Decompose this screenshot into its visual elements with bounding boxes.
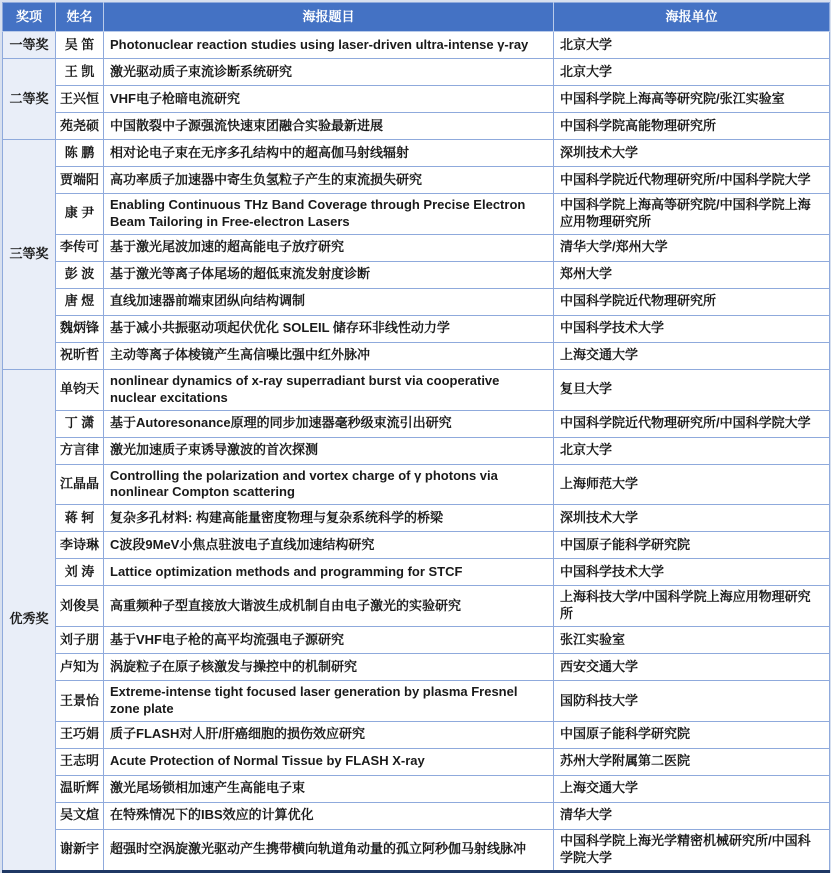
- org-cell: 张江实验室: [554, 627, 830, 654]
- column-header-name: 姓名: [56, 3, 104, 32]
- column-header-org: 海报单位: [554, 3, 830, 32]
- name-cell: 卢知为: [56, 654, 104, 681]
- table-row: [3, 627, 830, 654]
- org-cell: 上海交通大学: [554, 775, 830, 802]
- table-row: [3, 315, 830, 342]
- org-cell: 中国科学院上海光学精密机械研究所/中国科学院大学: [554, 829, 830, 871]
- name-cell: 吴文煊: [56, 802, 104, 829]
- org-cell: 国防科技大学: [554, 681, 830, 722]
- table-row: [3, 234, 830, 261]
- name-cell: 彭 波: [56, 261, 104, 288]
- title-cell: Lattice optimization methods and programming for STCF: [104, 559, 554, 586]
- table-row: [3, 410, 830, 437]
- org-cell: 中国科学院近代物理研究所: [554, 288, 830, 315]
- name-cell: 刘子朋: [56, 627, 104, 654]
- name-cell: 刘 涛: [56, 559, 104, 586]
- org-cell: 中国科学院上海高等研究院/中国科学院上海应用物理研究所: [554, 194, 830, 235]
- name-cell: 李传可: [56, 234, 104, 261]
- title-cell: 激光尾场锁相加速产生高能电子束: [104, 775, 554, 802]
- table-row: [3, 261, 830, 288]
- name-cell: 魏炳锋: [56, 315, 104, 342]
- award-group-cell: 三等奖: [3, 140, 56, 370]
- org-cell: 复旦大学: [554, 369, 830, 410]
- org-cell: 北京大学: [554, 59, 830, 86]
- title-cell: 高功率质子加速器中寄生负氢粒子产生的束流损失研究: [104, 167, 554, 194]
- table-row: [3, 748, 830, 775]
- table-row: [3, 59, 830, 86]
- table-row: [3, 505, 830, 532]
- column-header-title: 海报题目: [104, 3, 554, 32]
- title-cell: 在特殊情况下的IBS效应的计算优化: [104, 802, 554, 829]
- title-cell: 激光驱动质子束流诊断系统研究: [104, 59, 554, 86]
- name-cell: 江晶晶: [56, 464, 104, 505]
- name-cell: 蒋 轲: [56, 505, 104, 532]
- org-cell: 北京大学: [554, 437, 830, 464]
- title-cell: Controlling the polarization and vortex charge of γ photons via nonlinear Compton scattering: [104, 464, 554, 505]
- title-cell: 中国散裂中子源强流快速束团融合实验最新进展: [104, 113, 554, 140]
- org-cell: 上海师范大学: [554, 464, 830, 505]
- title-cell: 主动等离子体棱镜产生高信噪比强中红外脉冲: [104, 342, 554, 369]
- table-row: [3, 829, 830, 871]
- table-row: [3, 288, 830, 315]
- name-cell: 王志明: [56, 748, 104, 775]
- name-cell: 温昕辉: [56, 775, 104, 802]
- name-cell: 苑尧硕: [56, 113, 104, 140]
- org-cell: 郑州大学: [554, 261, 830, 288]
- org-cell: 中国科学院高能物理研究所: [554, 113, 830, 140]
- org-cell: 中国原子能科学研究院: [554, 532, 830, 559]
- awards-table-header: [3, 3, 830, 32]
- name-cell: 单钧天: [56, 369, 104, 410]
- table-row: [3, 802, 830, 829]
- table-row: [3, 586, 830, 627]
- org-cell: 中国科学院近代物理研究所/中国科学院大学: [554, 410, 830, 437]
- table-row: [3, 532, 830, 559]
- name-cell: 王巧娟: [56, 721, 104, 748]
- table-row: [3, 194, 830, 235]
- award-group-cell: 优秀奖: [3, 369, 56, 871]
- table-row: [3, 167, 830, 194]
- name-cell: 王景怡: [56, 681, 104, 722]
- award-group-cell: 二等奖: [3, 59, 56, 140]
- name-cell: 刘俊昊: [56, 586, 104, 627]
- title-cell: 基于减小共振驱动项起伏优化 SOLEIL 储存环非线性动力学: [104, 315, 554, 342]
- award-group-cell: 一等奖: [3, 32, 56, 59]
- org-cell: 中国原子能科学研究院: [554, 721, 830, 748]
- name-cell: 方言律: [56, 437, 104, 464]
- table-row: [3, 654, 830, 681]
- name-cell: 康 尹: [56, 194, 104, 235]
- title-cell: 涡旋粒子在原子核激发与操控中的机制研究: [104, 654, 554, 681]
- table-row: [3, 559, 830, 586]
- title-cell: Photonuclear reaction studies using laser-driven ultra-intense γ-ray: [104, 32, 554, 59]
- name-cell: 丁 潇: [56, 410, 104, 437]
- org-cell: 深圳技术大学: [554, 505, 830, 532]
- org-cell: 北京大学: [554, 32, 830, 59]
- org-cell: 中国科学技术大学: [554, 315, 830, 342]
- table-row: [3, 140, 830, 167]
- org-cell: 上海科技大学/中国科学院上海应用物理研究所: [554, 586, 830, 627]
- name-cell: 谢新宇: [56, 829, 104, 871]
- header-row: [3, 3, 830, 32]
- name-cell: 李诗琳: [56, 532, 104, 559]
- name-cell: 王兴恒: [56, 86, 104, 113]
- awards-table: [2, 2, 830, 873]
- title-cell: nonlinear dynamics of x-ray superradiant burst via cooperative nuclear excitations: [104, 369, 554, 410]
- table-row: [3, 775, 830, 802]
- title-cell: VHF电子枪暗电流研究: [104, 86, 554, 113]
- title-cell: 相对论电子束在无序多孔结构中的超高伽马射线辐射: [104, 140, 554, 167]
- table-row: [3, 437, 830, 464]
- title-cell: 基于VHF电子枪的高平均流强电子源研究: [104, 627, 554, 654]
- table-row: [3, 342, 830, 369]
- table-row: [3, 86, 830, 113]
- org-cell: 上海交通大学: [554, 342, 830, 369]
- title-cell: Acute Protection of Normal Tissue by FLASH X-ray: [104, 748, 554, 775]
- table-row: [3, 721, 830, 748]
- table-row: [3, 32, 830, 59]
- title-cell: 质子FLASH对人肝/肝癌细胞的损伤效应研究: [104, 721, 554, 748]
- title-cell: 基于激光等离子体尾场的超低束流发射度诊断: [104, 261, 554, 288]
- org-cell: 深圳技术大学: [554, 140, 830, 167]
- org-cell: 清华大学: [554, 802, 830, 829]
- org-cell: 中国科学院上海高等研究院/张江实验室: [554, 86, 830, 113]
- table-row: [3, 464, 830, 505]
- title-cell: 直线加速器前端束团纵向结构调制: [104, 288, 554, 315]
- name-cell: 贾端阳: [56, 167, 104, 194]
- name-cell: 吴 笛: [56, 32, 104, 59]
- title-cell: 基于激光尾波加速的超高能电子放疗研究: [104, 234, 554, 261]
- org-cell: 清华大学/郑州大学: [554, 234, 830, 261]
- org-cell: 西安交通大学: [554, 654, 830, 681]
- column-header-award: 奖项: [3, 3, 56, 32]
- title-cell: 高重频种子型直接放大谐波生成机制自由电子激光的实验研究: [104, 586, 554, 627]
- name-cell: 唐 煜: [56, 288, 104, 315]
- name-cell: 陈 鹏: [56, 140, 104, 167]
- table-row: [3, 681, 830, 722]
- title-cell: 超强时空涡旋激光驱动产生携带横向轨道角动量的孤立阿秒伽马射线脉冲: [104, 829, 554, 871]
- title-cell: Extreme-intense tight focused laser generation by plasma Fresnel zone plate: [104, 681, 554, 722]
- title-cell: 激光加速质子束诱导激波的首次探测: [104, 437, 554, 464]
- title-cell: C波段9MeV小焦点驻波电子直线加速结构研究: [104, 532, 554, 559]
- org-cell: 中国科学院近代物理研究所/中国科学院大学: [554, 167, 830, 194]
- org-cell: 苏州大学附属第二医院: [554, 748, 830, 775]
- awards-table-body: [3, 32, 830, 872]
- title-cell: Enabling Continuous THz Band Coverage through Precise Electron Beam Tailoring in Free-electron Lasers: [104, 194, 554, 235]
- title-cell: 基于Autoresonance原理的同步加速器毫秒级束流引出研究: [104, 410, 554, 437]
- title-cell: 复杂多孔材料: 构建高能量密度物理与复杂系统科学的桥梁: [104, 505, 554, 532]
- table-row: [3, 113, 830, 140]
- name-cell: 祝昕哲: [56, 342, 104, 369]
- name-cell: 王 凯: [56, 59, 104, 86]
- table-row: [3, 369, 830, 410]
- org-cell: 中国科学技术大学: [554, 559, 830, 586]
- awards-table-container: [2, 2, 829, 873]
